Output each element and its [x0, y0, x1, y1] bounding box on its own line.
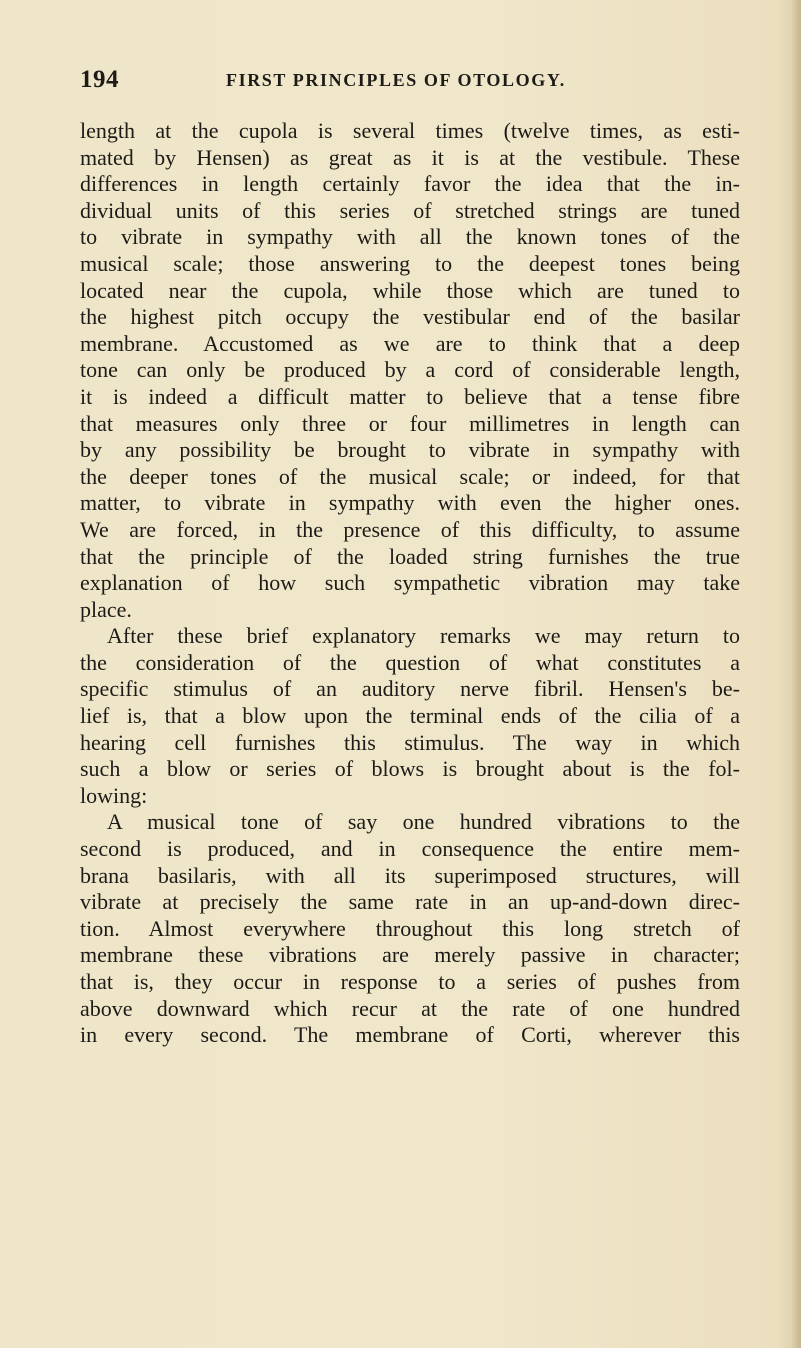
text-line: the deeper tones of the musical scale; or indeed, for that — [80, 463, 740, 489]
text-line: hearing cell furnishes this stimulus. The way in which — [80, 729, 740, 755]
text-line: musical scale; those answering to the deepest tones being — [80, 250, 740, 276]
text-line: it is indeed a difficult matter to believe that a tense fibre — [80, 383, 740, 409]
page-number: 194 — [80, 66, 119, 93]
text-line: mated by Hensen) as great as it is at the vestibule. These — [80, 144, 740, 170]
page-edge-shadow — [791, 0, 801, 1348]
text-line: lowing: — [80, 782, 148, 808]
text-line: explanation of how such sympathetic vibration may take — [80, 570, 740, 596]
text-line: A musical tone of say one hundred vibrations to the — [107, 809, 740, 835]
text-line: length at the cupola is several times (twelve times, as esti- — [80, 118, 740, 143]
text-line: second is produced, and in consequence the entire mem- — [80, 836, 740, 862]
running-header — [80, 66, 740, 96]
text-line: dividual units of this series of stretched strings are tuned — [80, 197, 740, 223]
text-line: place. — [80, 596, 132, 622]
text-line: the consideration of the question of what constitutes a — [80, 649, 740, 675]
text-line: After these brief explanatory remarks we may return to — [107, 623, 740, 649]
text-line: in every second. The membrane of Corti, wherever this — [80, 1022, 740, 1048]
text-line: to vibrate in sympathy with all the known tones of the — [80, 224, 740, 250]
text-line: above downward which recur at the rate of one hundred — [80, 995, 740, 1021]
text-line: by any possibility be brought to vibrate in sympathy with — [80, 437, 740, 463]
text-line: that measures only three or four millimetres in length can — [80, 410, 740, 436]
text-line: differences in length certainly favor the idea that the in- — [80, 171, 740, 197]
text-line: specific stimulus of an auditory nerve fibril. Hensen's be- — [80, 676, 740, 702]
text-line: the highest pitch occupy the vestibular end of the basilar — [80, 304, 740, 330]
text-line: lief is, that a blow upon the terminal ends of the cilia of a — [80, 703, 740, 729]
running-title: FIRST PRINCIPLES OF OTOLOGY. — [226, 70, 566, 90]
text-line: located near the cupola, while those which are tuned to — [80, 277, 740, 303]
text-line: such a blow or series of blows is brought about is the fol- — [80, 756, 740, 782]
text-line: membrane these vibrations are merely passive in character; — [80, 942, 740, 968]
body-text — [80, 118, 740, 1049]
text-line: tone can only be produced by a cord of considerable length, — [80, 357, 740, 383]
text-line: tion. Almost everywhere throughout this long stretch of — [80, 915, 740, 941]
text-line: membrane. Accustomed as we are to think that a deep — [80, 330, 740, 356]
text-line: matter, to vibrate in sympathy with even the higher ones. — [80, 490, 740, 516]
text-line: that the principle of the loaded string furnishes the true — [80, 543, 740, 569]
text-line: that is, they occur in response to a series of pushes from — [80, 969, 740, 994]
text-line: We are forced, in the presence of this difficulty, to assume — [80, 516, 740, 542]
text-line: vibrate at precisely the same rate in an up-and-down direc- — [80, 889, 740, 915]
text-line: brana basilaris, with all its superimposed structures, will — [80, 862, 740, 888]
